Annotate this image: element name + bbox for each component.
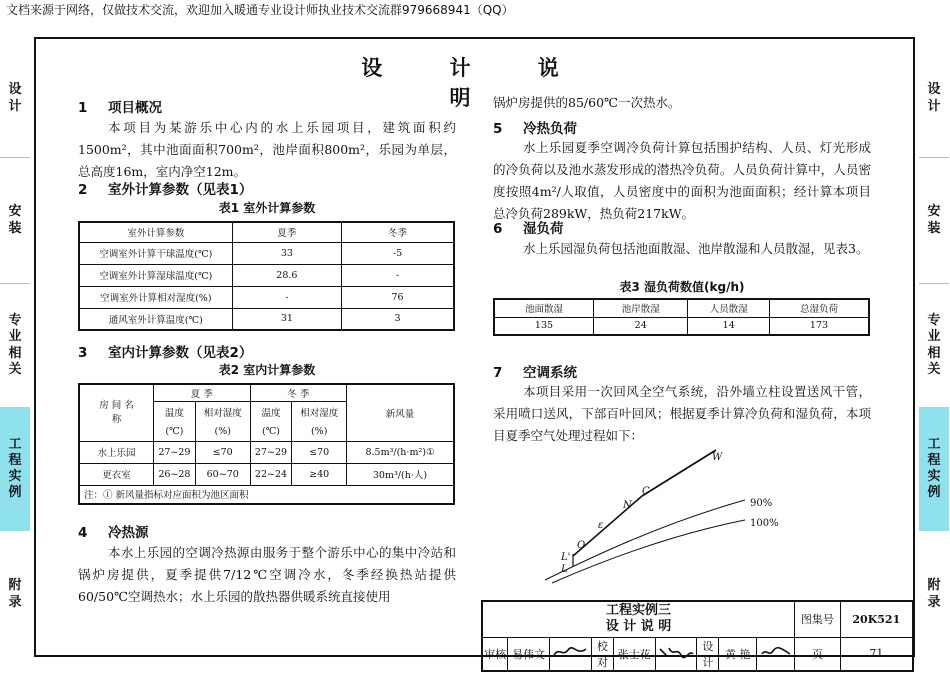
table-row: 通风室外计算温度(℃) 31 3 [79, 308, 454, 330]
check-label: 校对 [591, 637, 613, 671]
point-l-prime-label: L' [561, 552, 571, 563]
table-2 [78, 383, 455, 505]
table-1 [78, 221, 455, 331]
table-row [482, 637, 913, 671]
table-row: 温度 相对湿度 温度 相对湿度 [79, 401, 454, 423]
page-number: 71 [840, 637, 913, 671]
epsilon-label: ε [598, 520, 604, 531]
side-tab-install-right[interactable]: 安装 [927, 204, 941, 236]
point-l-label: L [561, 564, 568, 575]
page-label: 页 [795, 637, 841, 671]
table-row: 空调室外计算相对湿度(%) - 76 [79, 286, 454, 308]
section-5-body: 水上乐园夏季空调冷负荷计算包括围护结构、人员、灯光形成的冷负荷以及池水蒸发形成的潜热冷负荷。人员负荷计算中，人员密度按照4m²/人取值，人员密度中的面积为池面面积；经计算本项目总冷负荷289kW，热负荷217kW。 [493, 140, 871, 221]
section-7-heading: 7 空调系统 [493, 365, 577, 381]
table-row: 135 24 14 173 [494, 317, 869, 335]
title-block-title-2: 设 计 说 明 [605, 619, 672, 635]
table-row: 室外计算参数 夏季 冬季 [79, 222, 454, 242]
point-n-label: N [623, 500, 632, 511]
reviewer-name: 易伟文 [508, 637, 550, 671]
atlas-number: 20K521 [840, 601, 913, 637]
table-1-caption: 表1 室外计算参数 [218, 201, 316, 215]
signature-mark [657, 645, 695, 659]
table-row: 更衣室 26~28 60~70 22~24 ≥40 30m³/(h·人) [79, 463, 454, 485]
table-row: 空调室外计算干球温度(℃) 33 -5 [79, 242, 454, 264]
table-row [482, 601, 913, 637]
section-6-body: 水上乐园湿负荷包括池面散湿、池岸散湿和人员散湿，见表3。 [523, 241, 869, 256]
table-row: (℃) (%) (℃) (%) [79, 423, 454, 441]
process-line-w-c [642, 450, 716, 496]
title-block-title-1: 工程实例三 [606, 603, 672, 619]
checker-name: 张士花 [613, 637, 655, 671]
rh-100-label: 100% [750, 518, 779, 529]
section-4-body: 本水上乐园的空调冷热源由服务于整个游乐中心的集中冷站和锅炉房提供，夏季提供7/12℃空调冷水，冬季经换热站提供60/50℃空调热水；水上乐园的散热器供暖系统直接使用 [78, 545, 456, 604]
side-tab-design[interactable]: 设计 [8, 82, 22, 114]
side-tab-design-right[interactable]: 设计 [927, 82, 941, 114]
signature-mark [759, 645, 793, 659]
point-c-label: C [642, 486, 650, 497]
page-title: 设 计 说 明 [361, 55, 589, 110]
table-row: 空调室外计算湿球温度(℃) 28.6 - [79, 264, 454, 286]
table-2-note: 注：① 新风量指标对应面积为池区面积 [79, 485, 454, 504]
section-7-body: 本项目采用一次回风全空气系统，沿外墙立柱设置送风干管，采用喷口送风，下部百叶回风；根据夏季计算冷负荷和湿负荷，本项目夏季空气处理过程如下： [493, 384, 871, 443]
section-6-heading: 6 湿负荷 [493, 221, 564, 237]
side-tab-appendix[interactable]: 附录 [8, 578, 22, 610]
design-label: 设计 [697, 637, 719, 671]
signature-mark [551, 645, 589, 659]
atlas-label: 图集号 [795, 601, 841, 637]
air-process-diagram [530, 440, 810, 590]
table-3-caption: 表3 湿负荷数值(kg/h) [619, 280, 745, 294]
table-row: 房 间 名 称 夏 季 冬 季 新风量 [79, 384, 454, 401]
rh-90-label: 90% [750, 498, 773, 509]
rh-100-curve [552, 520, 745, 583]
table-2-caption: 表2 室内计算参数 [218, 363, 316, 377]
reviewer-signature [550, 637, 592, 671]
checker-signature [655, 637, 697, 671]
designer-name: 黄 艳 [719, 637, 757, 671]
table-row: 池面散湿 池岸散湿 人员散湿 总湿负荷 [494, 299, 869, 317]
point-o-label: O [577, 540, 586, 551]
section-1-body: 本项目为某游乐中心内的水上乐园项目，建筑面积约1500m²，其中池面面积700m²，池岸面积800m²，乐园为单层，总高度16m，室内净空12m。 [78, 120, 456, 179]
side-tab-examples-right[interactable]: 工程实例 [919, 407, 949, 531]
side-tab-examples[interactable]: 工程实例 [0, 407, 30, 531]
section-1-heading: 1 项目概况 [78, 100, 162, 116]
point-w-label: W [712, 452, 723, 463]
section-3-heading: 3 室内计算参数（见表2） [78, 345, 253, 361]
watermark-text: 文档来源于网络，仅做技术交流，欢迎加入暖通专业设计师执业技术交流群979668941（QQ） [6, 3, 514, 17]
section-5-heading: 5 冷热负荷 [493, 121, 577, 137]
table-3 [493, 298, 870, 336]
designer-signature [757, 637, 795, 671]
side-tab-install[interactable]: 安装 [8, 204, 22, 236]
rh-90-curve [545, 500, 745, 580]
section-4-continued: 锅炉房提供的85/60℃一次热水。 [493, 95, 681, 110]
section-2-heading: 2 室外计算参数（见表1） [78, 182, 253, 198]
section-4-heading: 4 冷热源 [78, 525, 149, 541]
table-row [79, 485, 454, 504]
review-label: 审核 [482, 637, 508, 671]
title-block [481, 600, 914, 672]
side-tab-related-right[interactable]: 专业相关 [927, 313, 941, 377]
side-tab-related[interactable]: 专业相关 [8, 313, 22, 377]
side-tab-appendix-right[interactable]: 附录 [927, 578, 941, 610]
table-row: 水上乐园 27~29 ≤70 27~29 ≤70 8.5m³/(h·m²)① [79, 441, 454, 463]
